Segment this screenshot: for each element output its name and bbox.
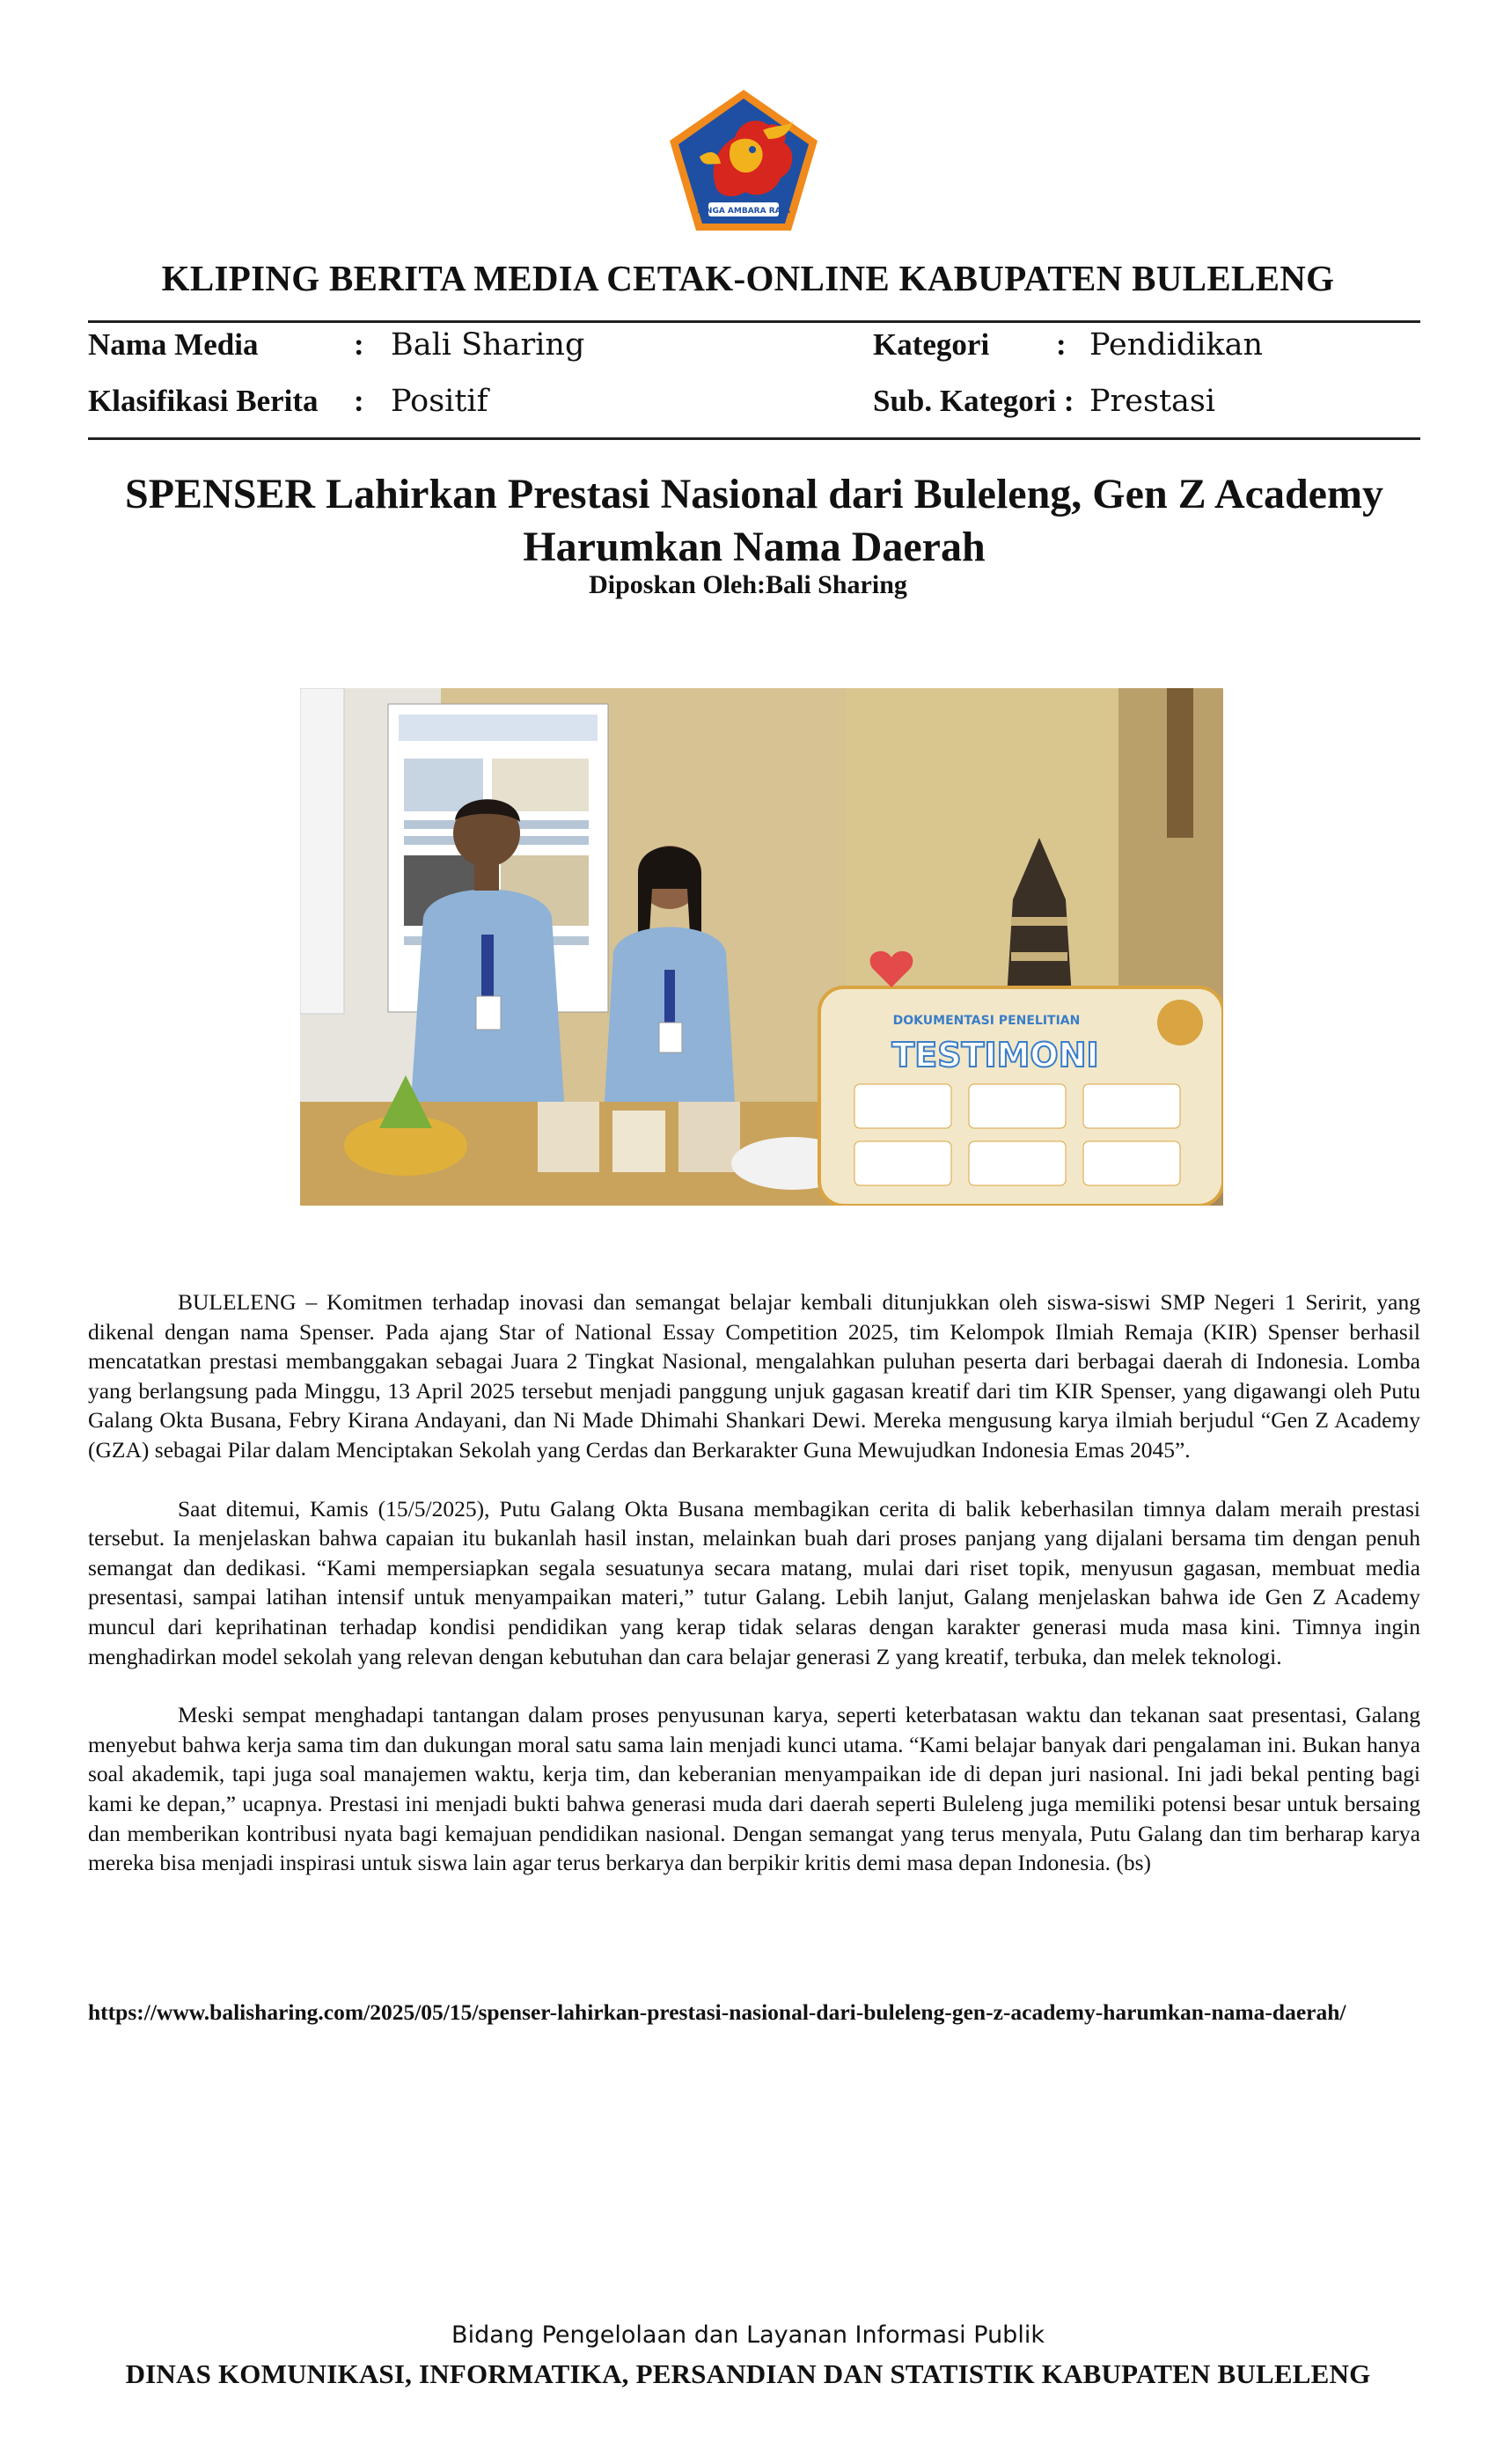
header-divider-top bbox=[88, 320, 1420, 323]
meta-colon: : bbox=[354, 384, 364, 418]
sub-kategori-label: Sub. Kategori : bbox=[873, 384, 1074, 418]
source-url-link[interactable]: https://www.balisharing.com/2025/05/15/spenser-lahirkan-prestasi-nasional-dari-buleleng-gen-z-academy-harumkan-nama-daerah/ bbox=[88, 1999, 1346, 2025]
kategori-value: Pendidikan bbox=[1089, 327, 1264, 363]
klasifikasi-berita-value: Positif bbox=[391, 384, 488, 419]
article-paragraph-3: Meski sempat menghadapi tantangan dalam proses penyusunan karya, seperti keterbatasan waktu dan tekanan saat presentasi, Galang menyebut bahwa kerja sama tim dan dukungan moral satu sama lain menjadi kunci utama. “Kami belajar banyak dari pengalaman ini. Bukan hanya soal akademik, tapi juga soal manajemen waktu, kerja tim, dan keberanian menyampaikan ide di depan juri nasional. Ini jadi bekal penting bagi kami ke depan,” ucapnya. Prestasi ini menjadi bukti bahwa generasi muda dari daerah seperti Buleleng juga memiliki potensi besar untuk bersaing dan memberikan kontribusi nyata bagi kemajuan pendidikan nasional. Dengan semangat yang terus menyala, Putu Galang dan tim berharap karya mereka bisa menjadi inspirasi untuk siswa lain agar terus berkarya dan berpikir kritis demi masa depan Indonesia. (bs) bbox=[88, 1702, 1420, 1876]
kategori-label: Kategori bbox=[873, 327, 990, 362]
meta-colon: : bbox=[354, 327, 364, 362]
logo-caption: SINGA AMBARA RAJA bbox=[697, 207, 790, 216]
article-headline bbox=[88, 468, 1420, 574]
article-paragraph-2: Saat ditemui, Kamis (15/5/2025), Putu Galang Okta Busana membagikan cerita di balik keberhasilan timnya dalam meraih prestasi tersebut. Ia menjelaskan bahwa capaian itu bukanlah hasil instan, melainkan buah dari proses panjang yang dijalani bersama tim dengan penuh semangat dan dedikasi. “Kami mempersiapkan segala sesuatunya secara matang, mulai dari riset topik, menyusun gagasan, membuat media presentasi, sampai latihan intensif untuk menyampaikan materi,” tutur Galang. Lebih lanjut, Galang menjelaskan bahwa ide Gen Z Academy muncul dari keprihatinan terhadap kondisi pendidikan yang kerap tidak selaras dengan karakter generasi muda masa kini. Timnya ingin menghadirkan model sekolah yang relevan dengan kebutuhan dan cara belajar generasi Z yang kreatif, terbuka, dan melek teknologi. bbox=[88, 1495, 1420, 1669]
nama-media-value: Bali Sharing bbox=[391, 327, 585, 363]
kabupaten-buleleng-logo bbox=[664, 86, 823, 236]
meta-row-2 bbox=[0, 384, 1496, 428]
document-title: KLIPING BERITA MEDIA CETAK-ONLINE KABUPATEN BULELENG bbox=[161, 258, 1335, 298]
headline-line-1: SPENSER Lahirkan Prestasi Nasional dari Buleleng, Gen Z Academy bbox=[125, 471, 1383, 517]
meta-row-1 bbox=[0, 327, 1496, 371]
headline-line-2: Harumkan Nama Daerah bbox=[523, 524, 986, 570]
photo-board-title: TESTIMONI bbox=[891, 1036, 1099, 1074]
klasifikasi-berita-label: Klasifikasi Berita bbox=[88, 384, 319, 418]
article-byline: Diposkan Oleh:Bali Sharing bbox=[589, 570, 907, 599]
meta-colon: : bbox=[1056, 327, 1067, 362]
nama-media-label: Nama Media bbox=[88, 327, 259, 362]
article-body bbox=[88, 1287, 1420, 1907]
article-photo bbox=[300, 688, 1223, 1206]
footer-agency: DINAS KOMUNIKASI, INFORMATIKA, PERSANDIAN DAN STATISTIK KABUPATEN BULELENG bbox=[125, 2358, 1371, 2389]
singa-ambara-raja-emblem-icon bbox=[664, 86, 823, 236]
photo-board-subtitle: DOKUMENTASI PENELITIAN bbox=[892, 1014, 1081, 1028]
header-divider-bottom bbox=[88, 437, 1420, 440]
article-paragraph-1: BULELENG – Komitmen terhadap inovasi dan semangat belajar kembali ditunjukkan oleh siswa-siswi SMP Negeri 1 Seririt, yang dikenal dengan nama Spenser. Pada ajang Star of National Essay Competition 2025, tim Kelompok Ilmiah Remaja (KIR) Spenser berhasil mencatatkan prestasi membanggakan sebagai Juara 2 Tingkat Nasional, mengalahkan puluhan peserta dari berbagai daerah di Indonesia. Lomba yang berlangsung pada Minggu, 13 April 2025 tersebut menjadi panggung unjuk gagasan kreatif dari tim KIR Spenser, yang digawangi oleh Putu Galang Okta Busana, Febry Kirana Andayani, dan Ni Made Dhimahi Shankari Dewi. Mereka mengusung karya ilmiah berjudul “Gen Z Academy (GZA) sebagai Pilar dalam Menciptakan Sekolah yang Cerdas dan Berkarakter Guna Mewujudkan Indonesia Emas 2045”. bbox=[88, 1289, 1420, 1463]
sub-kategori-value: Prestasi bbox=[1089, 384, 1216, 419]
footer-department: Bidang Pengelolaan dan Layanan Informasi Publik bbox=[451, 2321, 1045, 2349]
students-exhibition-photo bbox=[300, 688, 1223, 1206]
